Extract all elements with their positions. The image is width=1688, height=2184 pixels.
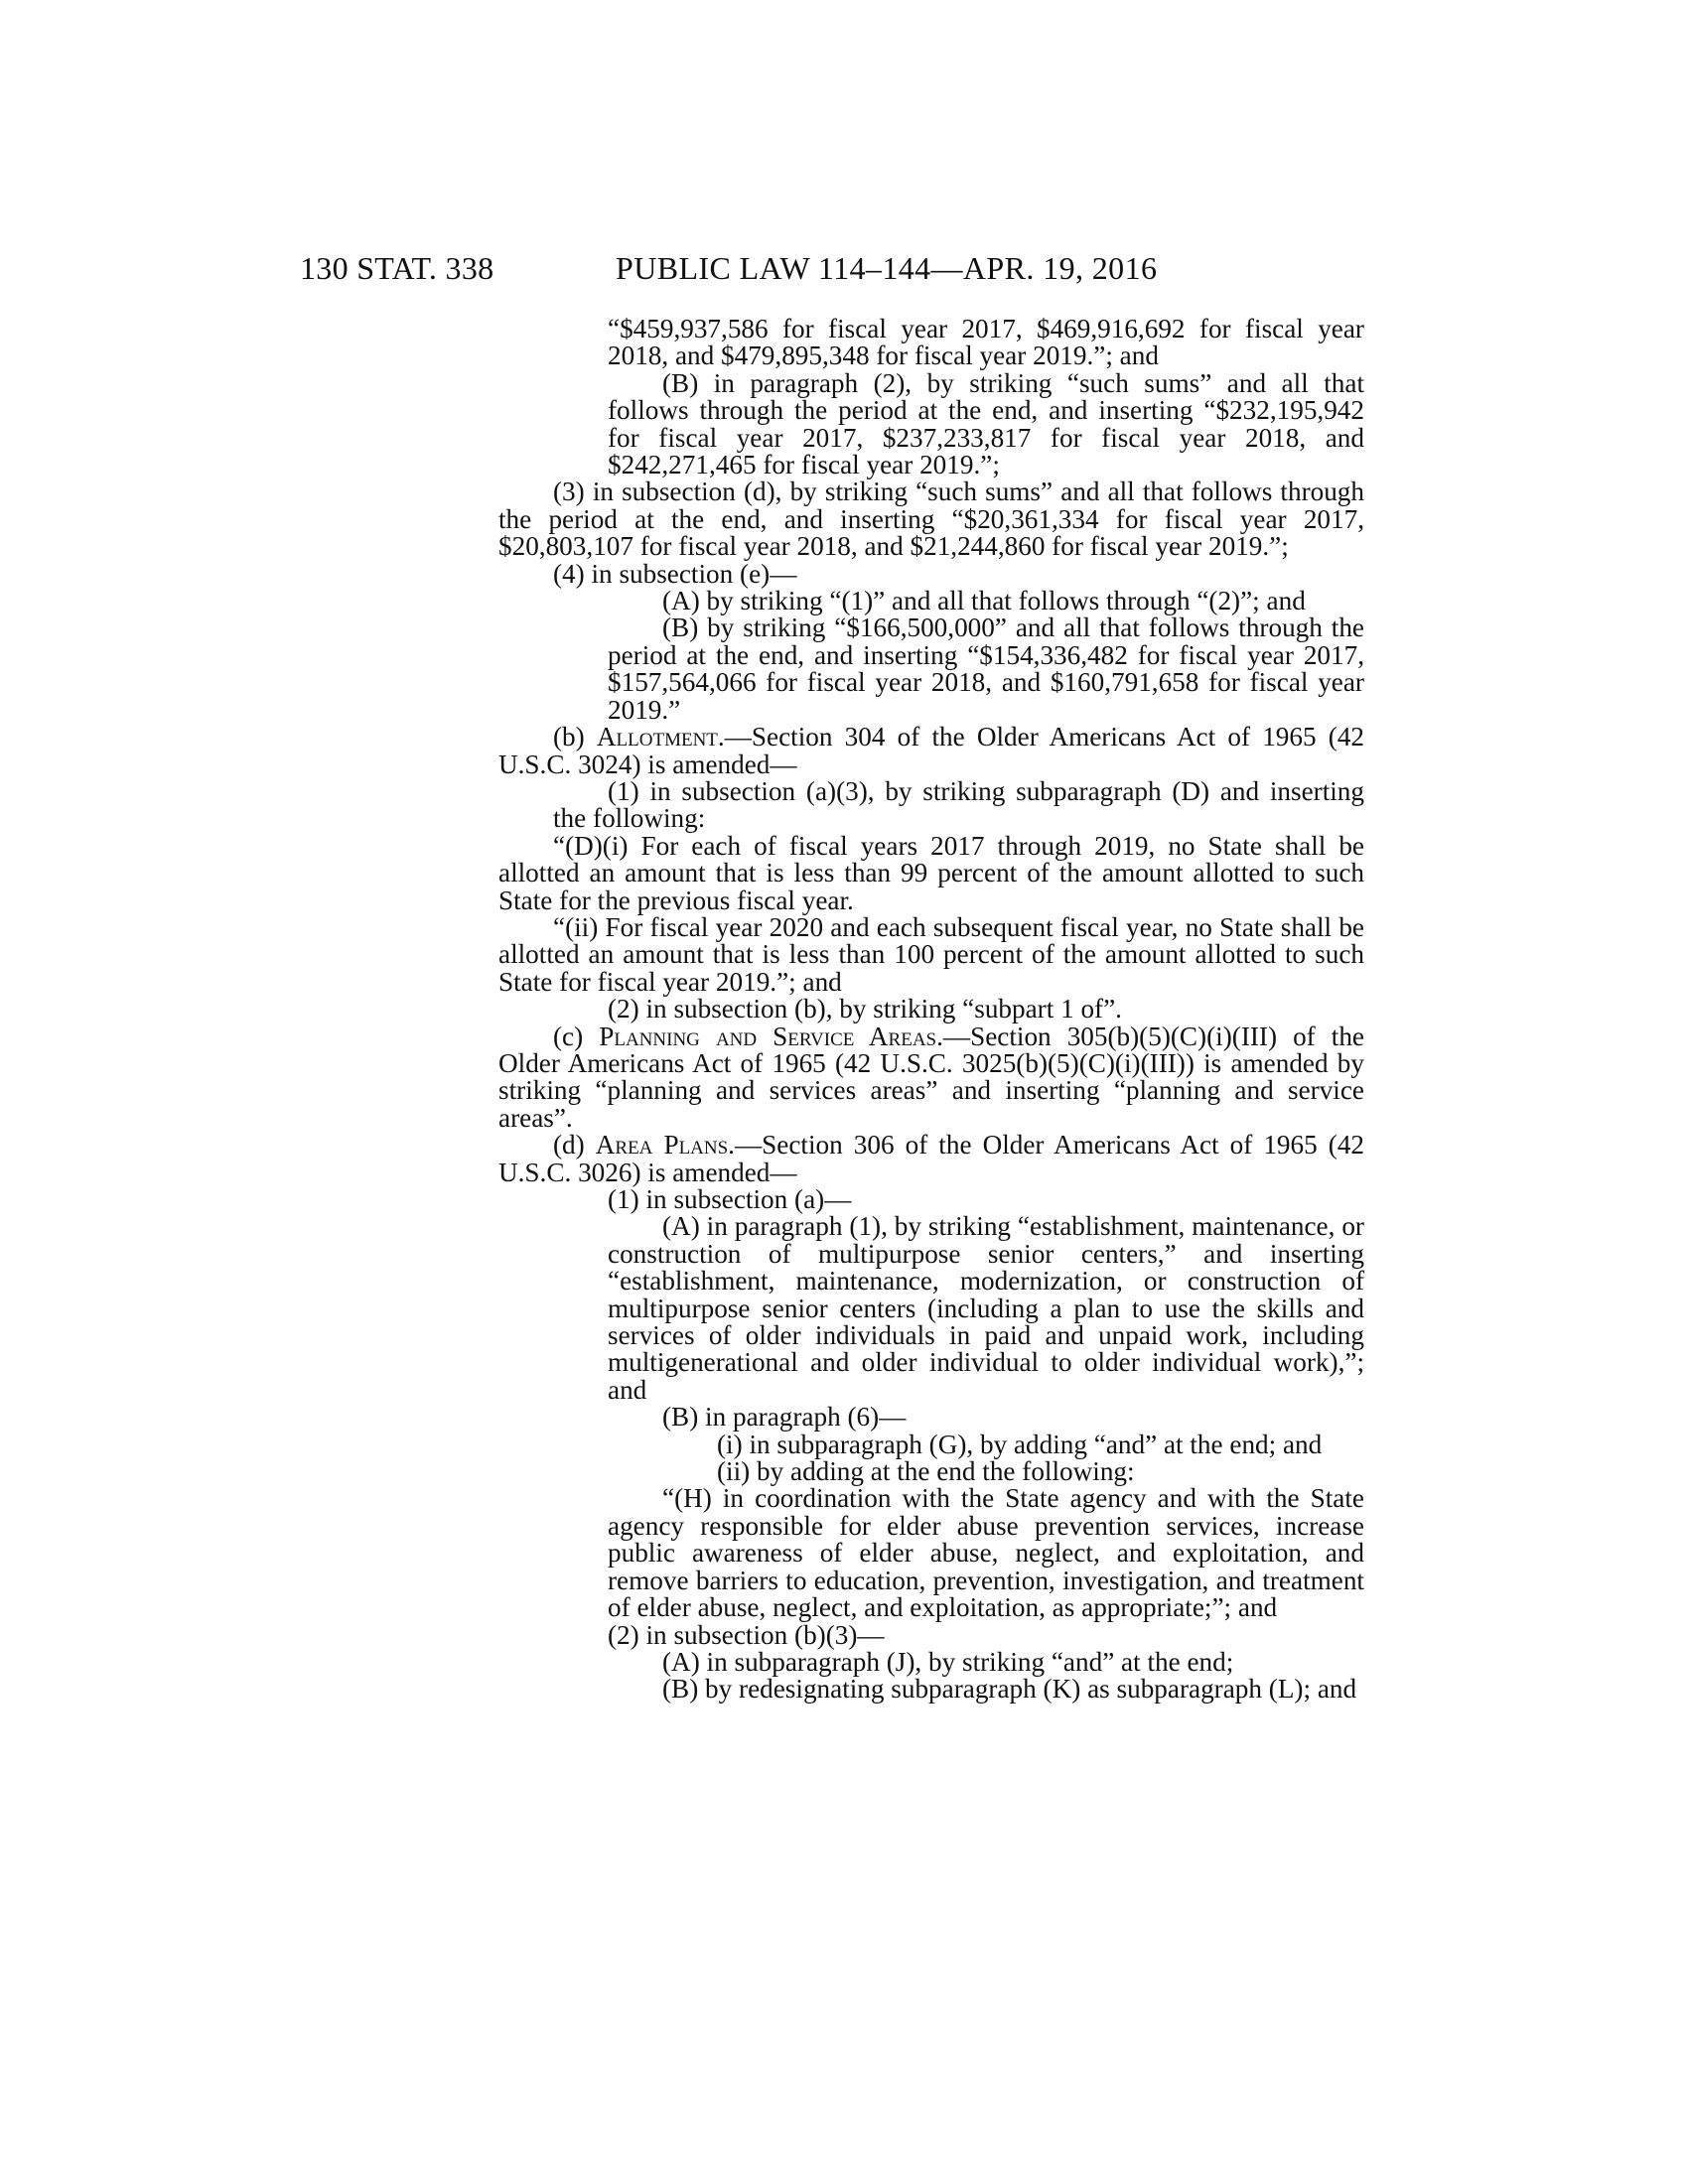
section-d-area-plans [498, 1132, 1364, 1186]
paragraph-b-paragraph-2: (B) in paragraph (2), by striking “such sums” and all that follows through the period at the end, and inserting “$232,195,942 for fiscal year 2017, $237,233,817 for fiscal year 2018, and $242,271,465 for fiscal year 2019.”; [608, 367, 1364, 480]
area-plans-subparagraph-b: (B) in paragraph (6)— [662, 1402, 907, 1433]
section-b-allotment [498, 724, 1364, 778]
area-plans-paragraph-2: (2) in subsection (b)(3)— [608, 1619, 885, 1650]
subparagraph-a-striking: (A) by striking “(1)” and all that follows through “(2)”; and [662, 586, 1306, 616]
document-body [498, 316, 1364, 1704]
section-c-text: —Section 305(b)(5)(C)(i)(III) of the Older Americans Act of 1965 (42 U.S.C. 3025(b)(5)(C)(i)(III)) is amended by striking “planning and services areas” and inserting “planning and service areas”. [498, 1021, 1364, 1133]
allotment-paragraph-1: (1) in subsection (a)(3), by striking subparagraph (D) and inserting the following: [553, 775, 1364, 834]
paragraph-3-subsection-d: (3) in subsection (d), by striking “such sums” and all that follows through the period at the end, and inserting “$20,361,334 for fiscal year 2017, $20,803,107 for fiscal year 2018, and $21,244,860 for fiscal year 2019.”; [498, 477, 1364, 562]
section-b-prefix: (b) [553, 722, 597, 752]
section-d-heading: Area Plans. [595, 1130, 735, 1160]
allotment-quoted-d-i: “(D)(i) For each of fiscal years 2017 through 2019, no State shall be allotted an amount that is less than 99 percent of the amount allotted to such State for the previous fiscal year. [498, 830, 1364, 915]
allotment-paragraph-2: (2) in subsection (b), by striking “subpart 1 of”. [608, 994, 1122, 1024]
section-d-prefix: (d) [553, 1130, 596, 1160]
section-b-heading: Allotment. [596, 722, 725, 752]
area-plans-subparagraph-a: (A) in paragraph (1), by striking “establishment, maintenance, or construction of multipurpose senior centers,” and inserting “establishment, maintenance, modernization, or construction of multipurpose senior centers (including a plan to use the skills and services of older individuals in paid and unpaid work, including multigenerational and older individual to older individual work),”; and [608, 1211, 1364, 1405]
public-law-header: PUBLIC LAW 114–144—APR. 19, 2016 [616, 250, 1158, 286]
section-c-heading: Planning and Service Areas. [599, 1021, 943, 1051]
section-c-planning [498, 1021, 1364, 1133]
allotment-quoted-ii: “(ii) For fiscal year 2020 and each subsequent fiscal year, no State shall be allotted an amount that is less than 100 percent of the amount allotted to such State for fiscal year 2019.”; and [498, 911, 1364, 997]
section-b-text: —Section 304 of the Older Americans Act of 1965 (42 U.S.C. 3024) is amended— [498, 722, 1365, 779]
subparagraph-b-striking: (B) by striking “$166,500,000” and all that follows through the period at the end, and inserting “$154,336,482 for fiscal year 2017, $157,564,066 for fiscal year 2018, and $160,791,658 for fiscal year 2019.” [608, 613, 1364, 725]
area-plans-paragraph-1: (1) in subsection (a)— [608, 1184, 852, 1214]
paragraph-4-subsection-e: (4) in subsection (e)— [553, 558, 797, 589]
statute-page-number: 130 STAT. 338 [300, 250, 494, 286]
section-d-text: —Section 306 of the Older Americans Act of 1965 (42 U.S.C. 3026) is amended— [498, 1130, 1365, 1187]
section-c-prefix: (c) [553, 1021, 600, 1051]
area-plans-quoted-h: “(H) in coordination with the State agency and with the State agency responsible for elder abuse prevention services, increase public awareness of elder abuse, neglect, and exploitation, and remove barriers to education, prevention, investigation, and treatment of elder abuse, neglect, and exploitation, as appropriate;”; and [608, 1483, 1364, 1623]
area-plans-subparagraph-b-k: (B) by redesignating subparagraph (K) as subparagraph (L); and [662, 1674, 1357, 1705]
area-plans-subparagraph-a-j: (A) in subparagraph (J), by striking “and” at the end; [662, 1646, 1234, 1677]
area-plans-clause-i: (i) in subparagraph (G), by adding “and” at the end; and [717, 1429, 1323, 1459]
area-plans-clause-ii: (ii) by adding at the end the following: [717, 1456, 1135, 1487]
paragraph-continuation: “$459,937,586 for fiscal year 2017, $469,916,692 for fiscal year 2018, and $479,895,348 for fiscal year 2019.”; and [608, 314, 1364, 371]
